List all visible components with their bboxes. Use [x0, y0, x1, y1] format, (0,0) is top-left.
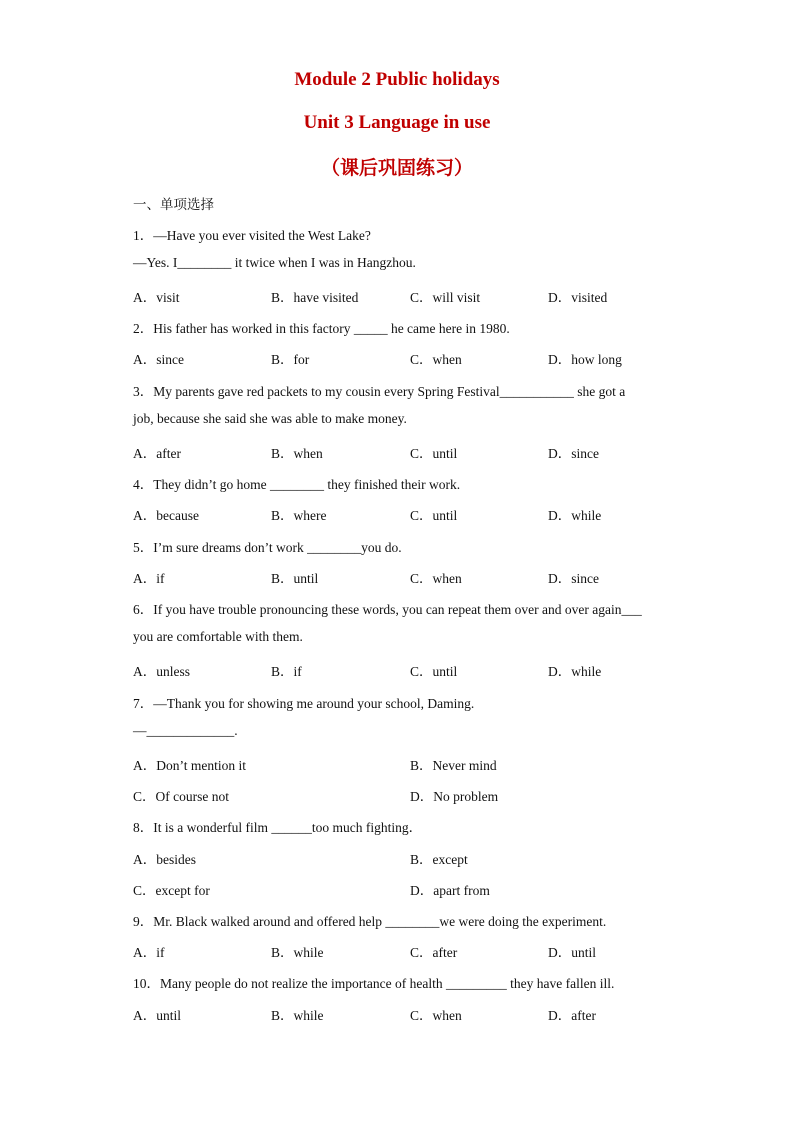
q5-option-b[interactable]: B．until — [271, 571, 319, 586]
q5-option-c[interactable]: C．when — [410, 571, 462, 586]
question-3-line-2: job, because she said she was able to make money. — [133, 411, 407, 426]
q3-option-b[interactable]: B．when — [271, 446, 323, 461]
question-4-line-1: 4．They didn’t go home ________ they finished their work. — [133, 477, 461, 492]
module-title: Module 2 Public holidays — [294, 69, 500, 90]
q7-option-a[interactable]: A．Don’t mention it — [133, 758, 246, 773]
q2-option-b[interactable]: B．for — [271, 352, 310, 367]
q3-option-a[interactable]: A．after — [133, 446, 181, 461]
q5-option-a[interactable]: A．if — [133, 571, 165, 586]
q9-option-c[interactable]: C．after — [410, 945, 458, 960]
question-10-line-1: 10．Many people do not realize the importance of health _________ they have fallen ill. — [133, 976, 615, 991]
q1-option-c[interactable]: C．will visit — [410, 290, 481, 305]
q10-option-c[interactable]: C．when — [410, 1008, 462, 1023]
question-6-line-2: you are comfortable with them. — [133, 629, 303, 644]
q3-option-d[interactable]: D．since — [548, 446, 599, 461]
question-1-line-2: —Yes. I________ it twice when I was in Hangzhou. — [133, 255, 416, 270]
unit-title: Unit 3 Language in use — [303, 112, 491, 133]
question-7-line-2: —_____________. — [133, 723, 238, 738]
q6-option-c[interactable]: C．until — [410, 664, 458, 679]
q9-option-d[interactable]: D．until — [548, 945, 597, 960]
q6-option-a[interactable]: A．unless — [133, 664, 190, 679]
q4-option-c[interactable]: C．until — [410, 508, 458, 523]
q8-option-a[interactable]: A．besides — [133, 852, 196, 867]
question-8-line-1: 8．It is a wonderful film ______too much fighting． — [133, 820, 423, 835]
question-6-line-1: 6．If you have trouble pronouncing these words, you can repeat them over and over again___ — [133, 602, 642, 617]
q10-option-a[interactable]: A．until — [133, 1008, 182, 1023]
q5-option-d[interactable]: D．since — [548, 571, 599, 586]
q7-option-c[interactable]: C．Of course not — [133, 789, 229, 804]
q4-option-d[interactable]: D．while — [548, 508, 602, 523]
q4-option-b[interactable]: B．where — [271, 508, 327, 523]
q10-option-d[interactable]: D．after — [548, 1008, 596, 1023]
q7-option-d[interactable]: D．No problem — [410, 789, 499, 804]
q2-option-c[interactable]: C．when — [410, 352, 462, 367]
q1-option-a[interactable]: A．visit — [133, 290, 180, 305]
q6-option-d[interactable]: D．while — [548, 664, 602, 679]
question-1-line-1: 1．—Have you ever visited the West Lake? — [133, 228, 371, 243]
subtitle: （课后巩固练习） — [320, 158, 473, 179]
question-7-line-1: 7．—Thank you for showing me around your school, Daming. — [133, 696, 475, 711]
q7-option-b[interactable]: B．Never mind — [410, 758, 497, 773]
q9-option-a[interactable]: A．if — [133, 945, 165, 960]
section-heading: 一、单项选择 — [133, 197, 214, 212]
q9-option-b[interactable]: B．while — [271, 945, 324, 960]
question-9-line-1: 9．Mr. Black walked around and offered help ________we were doing the experiment. — [133, 914, 607, 929]
q1-option-d[interactable]: D．visited — [548, 290, 608, 305]
q2-option-a[interactable]: A．since — [133, 352, 184, 367]
question-5-line-1: 5．I’m sure dreams don’t work ________you do. — [133, 540, 402, 555]
q2-option-d[interactable]: D．how long — [548, 352, 622, 367]
q4-option-a[interactable]: A．because — [133, 508, 199, 523]
q3-option-c[interactable]: C．until — [410, 446, 458, 461]
q8-option-b[interactable]: B．except — [410, 852, 468, 867]
q8-option-d[interactable]: D．apart from — [410, 883, 490, 898]
q10-option-b[interactable]: B．while — [271, 1008, 324, 1023]
q8-option-c[interactable]: C．except for — [133, 883, 210, 898]
question-3-line-1: 3．My parents gave red packets to my cousin every Spring Festival___________ she got a — [133, 384, 626, 399]
q6-option-b[interactable]: B．if — [271, 664, 302, 679]
question-2-line-1: 2．His father has worked in this factory _____ he came here in 1980. — [133, 321, 510, 336]
q1-option-b[interactable]: B．have visited — [271, 290, 359, 305]
